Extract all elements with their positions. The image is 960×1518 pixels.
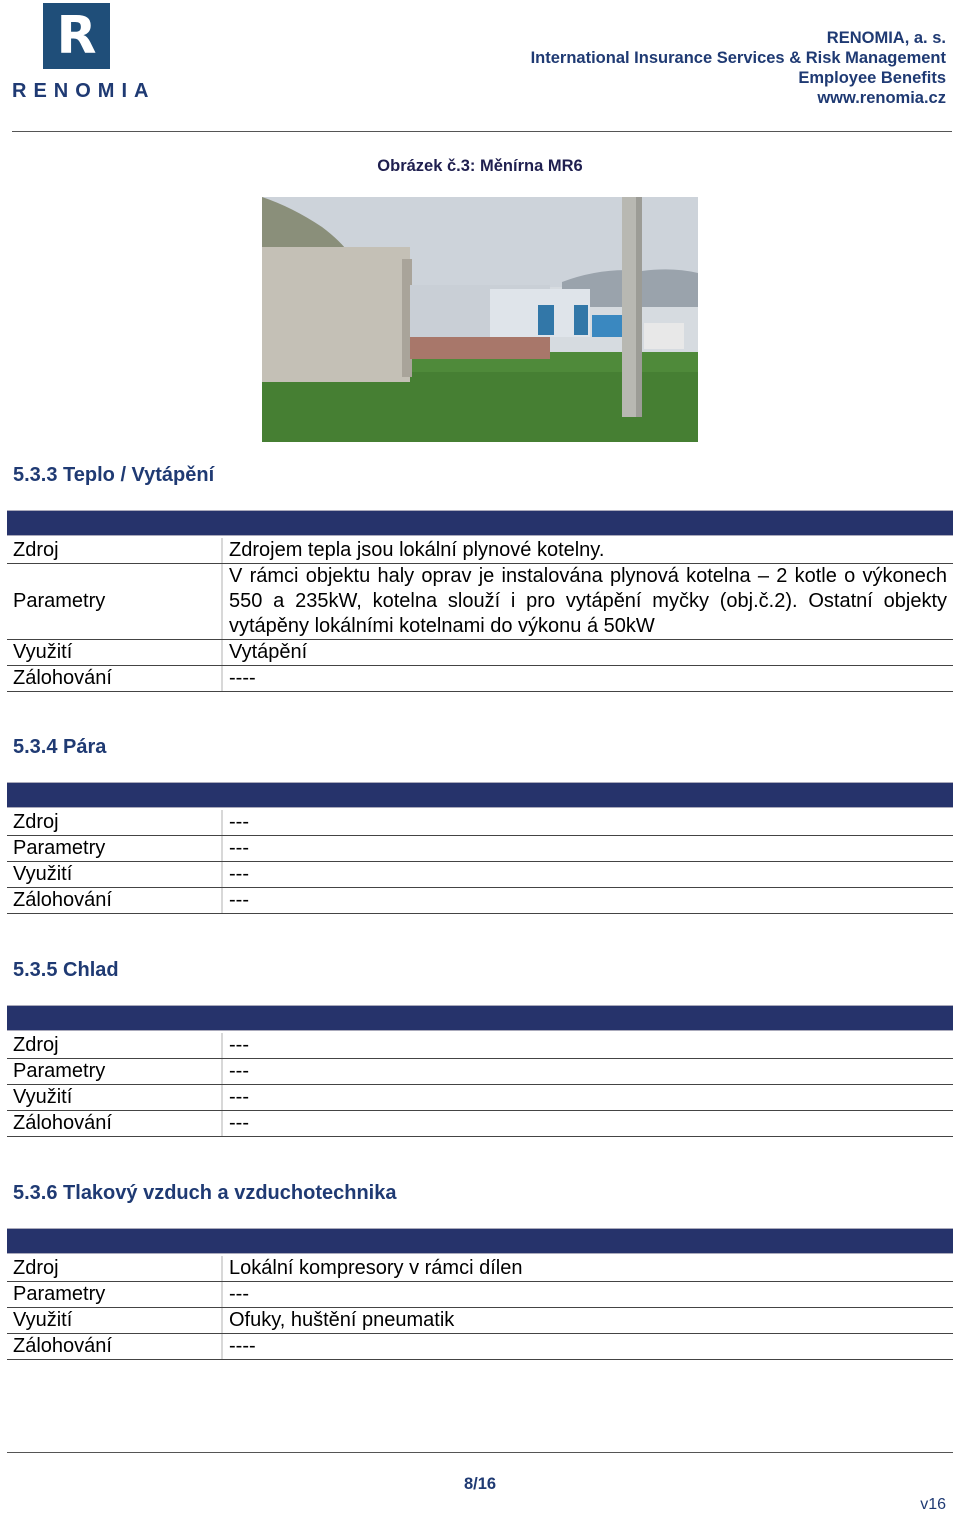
row-value: ---	[229, 863, 249, 885]
table-header-bar	[7, 510, 953, 536]
row-value: ---	[229, 811, 249, 833]
steam-table	[7, 810, 953, 914]
row-label: Zdroj	[7, 810, 223, 835]
table-row	[7, 1308, 953, 1334]
company-services: International Insurance Services & Risk Management	[530, 49, 946, 67]
row-label: Zálohování	[7, 1111, 223, 1136]
table-row	[7, 640, 953, 666]
row-label: Zdroj	[7, 1033, 223, 1058]
row-value: ---	[229, 837, 249, 859]
table-row	[7, 564, 953, 640]
company-name: RENOMIA, a. s.	[826, 29, 946, 47]
row-value: ---	[229, 1034, 249, 1056]
table-row	[7, 810, 953, 836]
row-value: ----	[229, 1335, 256, 1357]
section-heading-heating: 5.3.3 Teplo / Vytápění	[13, 464, 215, 486]
company-benefits: Employee Benefits	[798, 69, 946, 87]
page-number: 8/16	[463, 1475, 497, 1493]
row-value: ---	[229, 1086, 249, 1108]
row-value: ---	[229, 1060, 249, 1082]
table-row	[7, 1111, 953, 1137]
section-heading-compressed-air: 5.3.6 Tlakový vzduch a vzduchotechnika	[13, 1182, 397, 1204]
row-value: Zdrojem tepla jsou lokální plynové kotelny.	[229, 539, 605, 561]
row-value: V rámci objektu haly oprav je instalována plynová kotelna – 2 kotle o výkonech 550 a 235kW, kotelna slouží i pro vytápění myčky (obj.č.2). Ostatní objekty vytápěny lokálními kotelnami do výkonu á 50kW	[229, 565, 947, 637]
table-row	[7, 538, 953, 564]
table-row	[7, 1334, 953, 1360]
row-value: ----	[229, 667, 256, 689]
section-heading-steam: 5.3.4 Pára	[13, 736, 107, 758]
substation-photo	[262, 197, 698, 442]
row-label: Zdroj	[7, 538, 223, 563]
table-header-bar	[7, 1005, 953, 1031]
row-value: Ofuky, huštění pneumatik	[229, 1309, 455, 1331]
row-value: Lokální kompresory v rámci dílen	[229, 1257, 523, 1279]
row-label: Využití	[7, 1085, 223, 1110]
logo-wordmark: RENOMIA	[12, 80, 156, 102]
row-label: Parametry	[7, 1059, 223, 1084]
row-value: ---	[229, 1112, 249, 1134]
logo-letter: R	[56, 6, 97, 66]
table-header-bar	[7, 1228, 953, 1254]
row-label: Zálohování	[7, 1334, 223, 1359]
row-label: Parametry	[7, 836, 223, 861]
row-label: Parametry	[7, 564, 223, 639]
row-label: Parametry	[7, 1282, 223, 1307]
table-row	[7, 666, 953, 692]
table-row	[7, 1256, 953, 1282]
row-value: Vytápění	[229, 641, 308, 663]
footer-divider	[7, 1452, 953, 1453]
company-website: www.renomia.cz	[817, 89, 946, 107]
table-row	[7, 1085, 953, 1111]
company-info	[531, 28, 946, 108]
table-row	[7, 888, 953, 914]
table-row	[7, 1033, 953, 1059]
row-value: ---	[229, 1283, 249, 1305]
header-divider	[12, 131, 952, 132]
heating-table	[7, 538, 953, 692]
figure-caption: Obrázek č.3: Měnírna MR6	[377, 157, 583, 175]
cooling-table	[7, 1033, 953, 1137]
document-version: v16	[920, 1496, 946, 1513]
row-label: Zdroj	[7, 1256, 223, 1281]
row-label: Využití	[7, 640, 223, 665]
table-header-bar	[7, 782, 953, 808]
row-label: Zálohování	[7, 666, 223, 691]
row-label: Zálohování	[7, 888, 223, 913]
table-row	[7, 836, 953, 862]
row-label: Využití	[7, 1308, 223, 1333]
table-row	[7, 1059, 953, 1085]
compressed-air-table	[7, 1256, 953, 1360]
row-value: ---	[229, 889, 249, 911]
table-row	[7, 1282, 953, 1308]
table-row	[7, 862, 953, 888]
section-heading-cooling: 5.3.5 Chlad	[13, 959, 119, 981]
row-label: Využití	[7, 862, 223, 887]
